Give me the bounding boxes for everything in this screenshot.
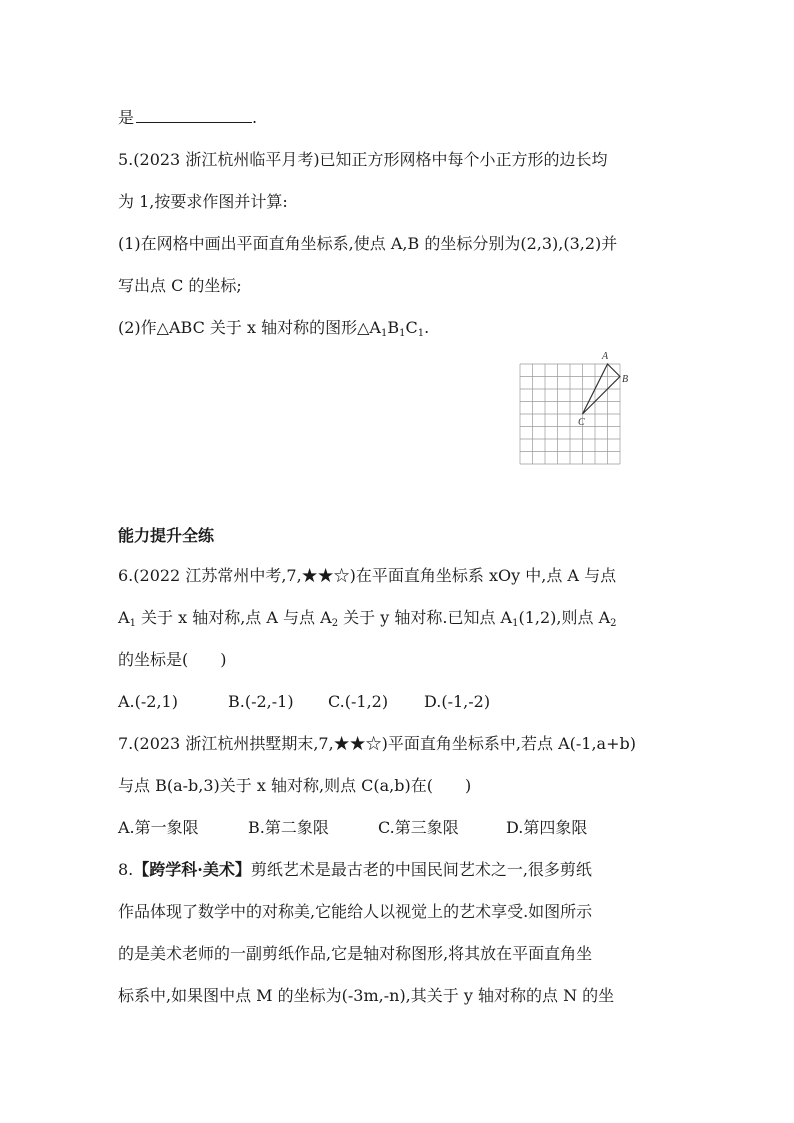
q5-l5-text: (2)作△ABC 关于 x 轴对称的图形△A bbox=[118, 318, 381, 337]
question-5-line-5 bbox=[118, 318, 429, 338]
question-7-options bbox=[118, 818, 587, 838]
q8-text: 剪纸艺术是最古老的中国民间艺术之一,很多剪纸 bbox=[250, 860, 592, 879]
question-8-line-3: 的是美术老师的一副剪纸作品,它是轴对称图形,将其放在平面直角坐 bbox=[118, 944, 593, 963]
q8-tag: 【跨学科·美术】 bbox=[133, 860, 251, 879]
option-a[interactable]: A.第一象限 bbox=[118, 818, 199, 837]
question-6-options bbox=[118, 692, 490, 712]
question-8-line-2: 作品体现了数学中的对称美,它能给人以视觉上的艺术享受.如图所示 bbox=[118, 902, 593, 921]
label-c: C bbox=[578, 417, 585, 428]
option-d[interactable]: D.第四象限 bbox=[506, 818, 588, 837]
option-b[interactable]: B.(-2,-1) bbox=[228, 692, 294, 711]
question-8-line-1 bbox=[118, 860, 592, 880]
option-b[interactable]: B.第二象限 bbox=[248, 818, 329, 837]
q6-text: 关于 y 轴对称.已知点 A bbox=[338, 608, 513, 627]
question-5-line-4: 写出点 C 的坐标; bbox=[118, 276, 242, 295]
question-5-line-2: 为 1,按要求作图并计算: bbox=[118, 192, 288, 211]
option-c[interactable]: C.(-1,2) bbox=[328, 692, 389, 711]
label-a: A bbox=[602, 351, 609, 362]
suffix-text: . bbox=[252, 108, 258, 127]
question-5-line-1: 5.(2023 浙江杭州临平月考)已知正方形网格中每个小正方形的边长均 bbox=[118, 150, 608, 169]
section-heading: 能力提升全练 bbox=[118, 526, 215, 545]
question-5-line-3: (1)在网格中画出平面直角坐标系,使点 A,B 的坐标分别为(2,3),(3,2)并 bbox=[118, 234, 618, 253]
subscript: 1 bbox=[399, 328, 406, 339]
subscript: 1 bbox=[512, 618, 519, 629]
label-b: B bbox=[622, 374, 629, 385]
answer-blank[interactable] bbox=[136, 108, 252, 123]
subscript: 1 bbox=[417, 328, 425, 339]
option-a[interactable]: A.(-2,1) bbox=[118, 692, 178, 711]
question-6-line-2 bbox=[118, 608, 617, 628]
q6-text: A bbox=[118, 608, 130, 627]
q5-l5-text: B bbox=[387, 318, 400, 337]
option-c[interactable]: C.第三象限 bbox=[378, 818, 459, 837]
q6-text: (1,2),则点 A bbox=[518, 608, 611, 627]
q8-number: 8. bbox=[118, 860, 134, 879]
grid-lines bbox=[520, 364, 620, 464]
question-7-line-2: 与点 B(a-b,3)关于 x 轴对称,则点 C(a,b)在( ) bbox=[118, 776, 472, 795]
question-6-line-1: 6.(2022 江苏常州中考,7,★★☆)在平面直角坐标系 xOy 中,点 A 与点 bbox=[118, 566, 617, 585]
subscript: 1 bbox=[129, 618, 136, 629]
option-d[interactable]: D.(-1,-2) bbox=[424, 692, 491, 711]
grid-figure bbox=[512, 348, 636, 468]
subscript: 1 bbox=[380, 328, 388, 339]
subscript: 2 bbox=[331, 618, 339, 629]
q5-l5-text: C bbox=[405, 318, 418, 337]
question-6-line-3: 的坐标是( ) bbox=[118, 650, 227, 669]
question-8-line-4: 标系中,如果图中点 M 的坐标为(-3m,-n),其关于 y 轴对称的点 N 的坐 bbox=[118, 986, 615, 1005]
prefix-text: 是 bbox=[118, 108, 135, 127]
subscript: 2 bbox=[610, 618, 617, 629]
q6-text: 关于 x 轴对称,点 A 与点 A bbox=[135, 608, 332, 627]
q5-l5-text: . bbox=[424, 318, 430, 337]
answer-line bbox=[118, 108, 257, 128]
question-7-line-1: 7.(2023 浙江杭州拱墅期末,7,★★☆)平面直角坐标系中,若点 A(-1,a+b) bbox=[118, 734, 636, 753]
